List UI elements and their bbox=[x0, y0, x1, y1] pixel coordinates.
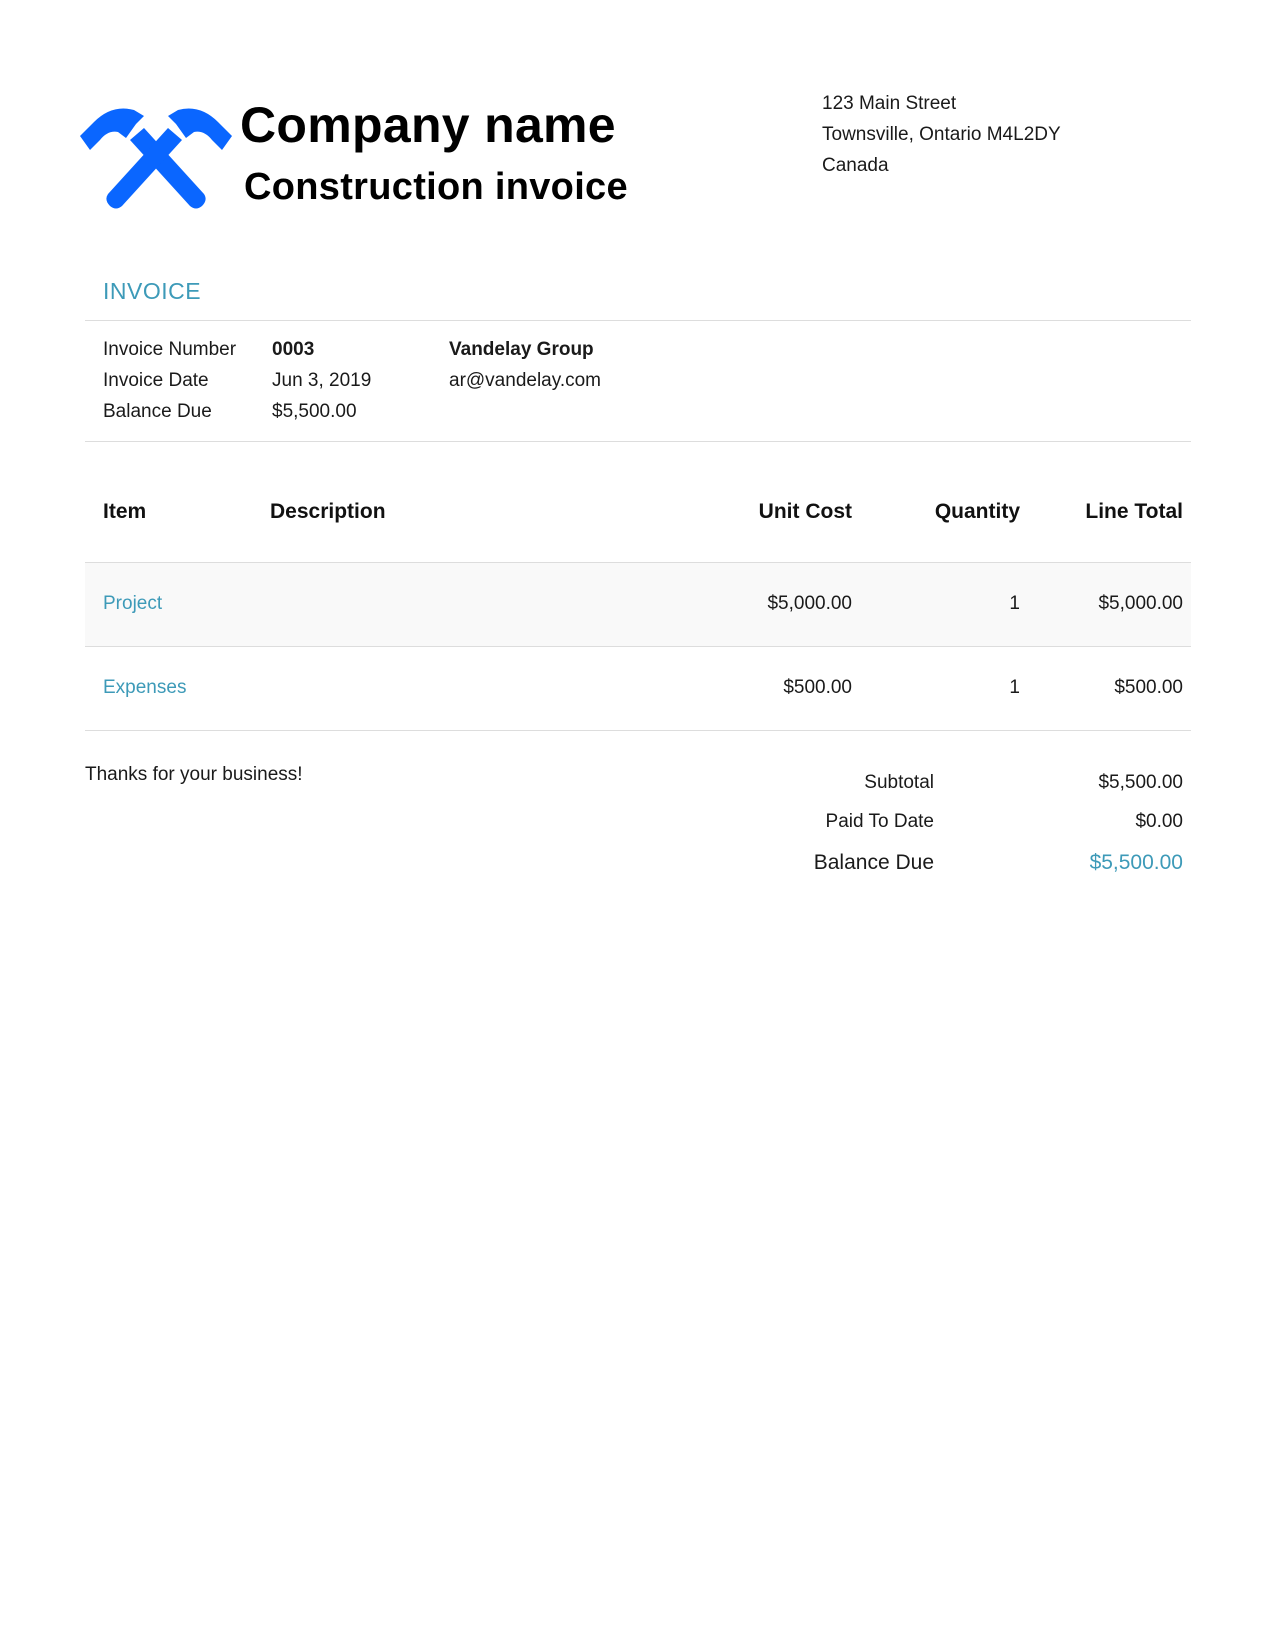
divider bbox=[85, 730, 1191, 731]
crossed-hammers-icon bbox=[78, 102, 234, 214]
item-line-total: $5,000.00 bbox=[1098, 593, 1183, 614]
thank-you-note: Thanks for your business! bbox=[85, 764, 303, 785]
balance-due-label: Balance Due bbox=[103, 401, 212, 422]
subtotal-value: $5,500.00 bbox=[1098, 772, 1183, 793]
balance-due-value: $5,500.00 bbox=[272, 401, 357, 422]
document-subtitle: Construction invoice bbox=[244, 166, 628, 208]
invoice-number-value: 0003 bbox=[272, 339, 315, 360]
column-header-line-total: Line Total bbox=[1085, 500, 1183, 523]
invoice-meta-labels bbox=[103, 334, 236, 427]
client-info bbox=[449, 334, 601, 396]
item-name: Project bbox=[103, 593, 163, 614]
divider bbox=[85, 441, 1191, 442]
total-balance-due-value: $5,500.00 bbox=[1089, 851, 1183, 874]
column-header-unit-cost: Unit Cost bbox=[758, 500, 852, 523]
item-unit-cost: $500.00 bbox=[783, 677, 852, 698]
paid-to-date-label: Paid To Date bbox=[825, 811, 934, 832]
column-header-description: Description bbox=[270, 500, 386, 523]
company-address bbox=[822, 88, 1061, 181]
address-line-2: Townsville, Ontario M4L2DY bbox=[822, 124, 1061, 145]
total-balance-due-label: Balance Due bbox=[813, 851, 934, 874]
invoice-date-value: Jun 3, 2019 bbox=[272, 370, 372, 391]
invoice-number-label: Invoice Number bbox=[103, 339, 237, 360]
address-line-1: 123 Main Street bbox=[822, 93, 957, 114]
invoice-date-label: Invoice Date bbox=[103, 370, 209, 391]
client-name: Vandelay Group bbox=[449, 339, 594, 360]
invoice-heading: INVOICE bbox=[103, 278, 202, 304]
company-name: Company name bbox=[240, 97, 616, 153]
item-unit-cost: $5,000.00 bbox=[767, 593, 852, 614]
item-line-total: $500.00 bbox=[1114, 677, 1183, 698]
column-header-item: Item bbox=[103, 500, 147, 523]
column-header-quantity: Quantity bbox=[934, 500, 1020, 523]
item-quantity: 1 bbox=[1009, 593, 1020, 614]
table-row bbox=[85, 563, 1191, 646]
invoice-meta-values bbox=[272, 334, 371, 427]
table-row bbox=[85, 647, 1191, 730]
item-name: Expenses bbox=[103, 677, 187, 698]
subtotal-label: Subtotal bbox=[864, 772, 934, 793]
divider bbox=[85, 320, 1191, 321]
item-quantity: 1 bbox=[1009, 677, 1020, 698]
paid-to-date-value: $0.00 bbox=[1135, 811, 1183, 832]
address-line-3: Canada bbox=[822, 155, 889, 176]
line-items-header bbox=[0, 500, 1275, 530]
client-email: ar@vandelay.com bbox=[449, 370, 601, 391]
